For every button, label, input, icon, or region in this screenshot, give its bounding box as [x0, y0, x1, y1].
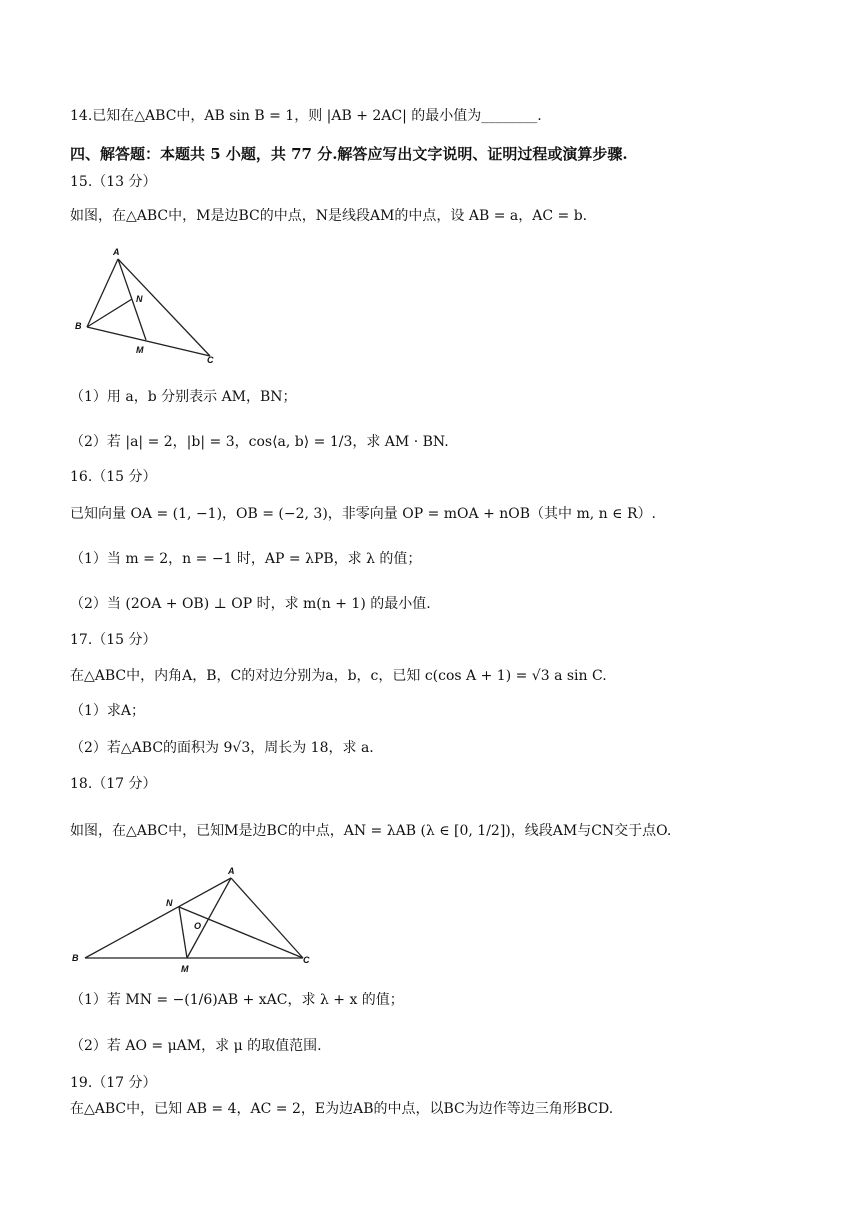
q14-text: 14.已知在△ABC中，AB sin B = 1，则 |AB + 2AC| 的最小值为________. — [70, 108, 542, 124]
q18-stem: 如图，在△ABC中，已知M是边BC的中点，AN = λAB (λ ∈ [0, 1/2])，线段AM与CN交于点O. — [70, 823, 672, 839]
q17-part1: （1）求A； — [70, 703, 146, 719]
label-A: A — [228, 866, 235, 876]
q17-stem: 在△ABC中，内角A，B，C的对边分别为a，b，c，已知 c(cos A + 1) = √3 a sin C. — [70, 668, 607, 684]
label-A: A — [113, 247, 120, 257]
label-N: N — [166, 898, 173, 908]
q17-part2: （2）若△ABC的面积为 9√3，周长为 18，求 a. — [70, 740, 374, 756]
q18-header: 18.（17 分） — [70, 776, 157, 792]
q15-figure — [70, 245, 230, 370]
label-C: C — [303, 955, 310, 965]
label-N: N — [136, 294, 143, 304]
q15-part2: （2）若 |a| = 2，|b| = 3，cos⟨a, b⟩ = 1/3，求 AM · BN. — [70, 434, 449, 450]
q19-stem: 在△ABC中，已知 AB = 4，AC = 2，E为边AB的中点，以BC为边作等边三角形BCD. — [70, 1101, 614, 1117]
q16-part1: （1）当 m = 2，n = −1 时，AP = λPB，求 λ 的值； — [70, 551, 422, 567]
q17-header: 17.（15 分） — [70, 632, 157, 648]
q18-part1: （1）若 MN = −(1/6)AB + xAC，求 λ + x 的值； — [70, 992, 404, 1008]
q16-header: 16.（15 分） — [70, 469, 157, 485]
q16-part2: （2）当 (2OA + OB) ⊥ OP 时，求 m(n + 1) 的最小值. — [70, 596, 431, 612]
q18-figure — [70, 862, 330, 977]
label-M: M — [181, 964, 189, 974]
label-O: O — [194, 921, 202, 931]
q15-part1: （1）用 a，b 分别表示 AM，BN； — [70, 389, 297, 405]
label-M: M — [136, 345, 144, 355]
label-C: C — [207, 355, 214, 365]
label-B: B — [75, 321, 82, 331]
q15-header: 15.（13 分） — [70, 174, 157, 190]
q18-part2: （2）若 AO = μAM，求 μ 的取值范围. — [70, 1038, 322, 1054]
q15-stem: 如图，在△ABC中，M是边BC的中点，N是线段AM的中点，设 AB = a，AC = b. — [70, 208, 588, 224]
q19-header: 19.（17 分） — [70, 1075, 157, 1091]
q16-stem: 已知向量 OA = (1, −1)，OB = (−2, 3)，非零向量 OP = mOA + nOB（其中 m, n ∈ R）. — [70, 506, 656, 522]
section-title: 四、解答题：本题共 5 小题，共 77 分.解答应写出文字说明、证明过程或演算步骤. — [70, 145, 628, 163]
label-B: B — [72, 953, 79, 963]
